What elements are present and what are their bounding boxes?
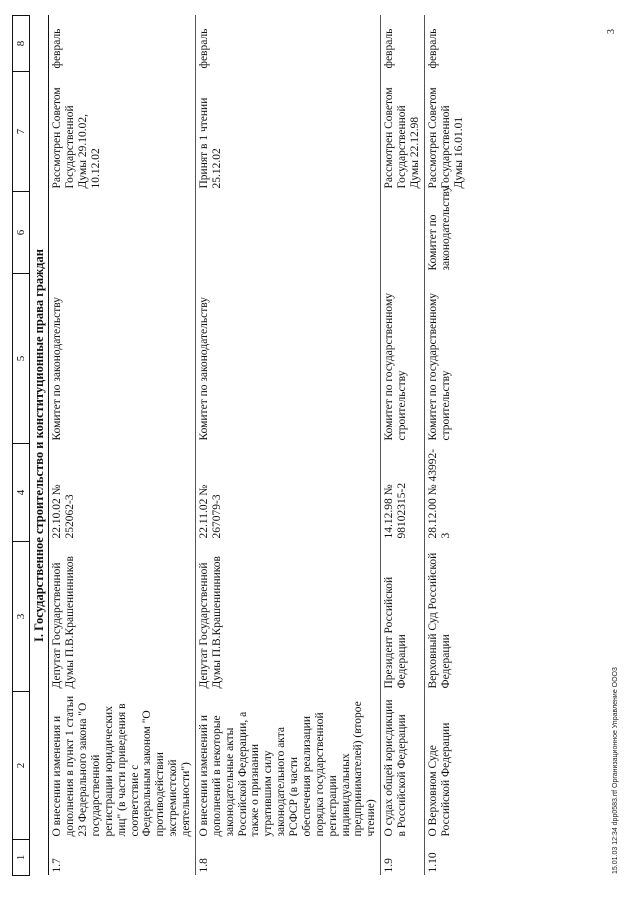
- bill-table: [12, 15, 467, 876]
- column-header: 6: [13, 192, 30, 274]
- page-number: 3: [606, 29, 617, 34]
- registration-info: 14.12.98 № 98102315-2: [381, 444, 425, 542]
- bill-title: О Верховном Суде Российской Федерации: [424, 692, 467, 840]
- column-header: 2: [13, 692, 30, 840]
- row-number: 1.9: [381, 840, 425, 876]
- bill-status: Рассмотрен Советом Государственной Думы 22.12.98: [381, 72, 425, 192]
- co-committee: [381, 192, 425, 274]
- planned-month: февраль: [424, 16, 467, 72]
- column-header: 8: [13, 16, 30, 72]
- responsible-committee: Комитет по государственному строительству: [424, 274, 467, 444]
- table-row: [49, 16, 196, 876]
- column-header: 4: [13, 444, 30, 542]
- section-title: I. Государственное строительство и конституционные права граждан: [30, 16, 49, 876]
- bill-title: О судах общей юрисдикции в Российской Федерации: [381, 692, 425, 840]
- registration-info: 22.11.02 № 267079-3: [195, 444, 380, 542]
- registration-info: 28.12.00 № 43992-3: [424, 444, 467, 542]
- responsible-committee: Комитет по законодательству: [51, 296, 64, 441]
- column-number-row: [13, 16, 30, 876]
- bill-title: О внесении изменений и дополнений в некоторые законодательные акты Российской Федерации, а также о признании утратившим силу законодательного акта РСФСР (в части обеспечения реализации порядка государственной регистрации индивидуальных предпринимателей) (второе чтение): [195, 692, 380, 840]
- table-row: [424, 16, 467, 876]
- responsible-committee: Комитет по государственному строительству: [381, 274, 425, 444]
- row-number: 1.10: [424, 840, 467, 876]
- planned-month: февраль: [381, 16, 425, 72]
- column-header: 1: [13, 840, 30, 876]
- planned-month: февраль: [195, 16, 380, 72]
- column-header: 5: [13, 274, 30, 444]
- column-header: 3: [13, 542, 30, 692]
- bill-author: Депутат Государственной Думы П.В.Крашенинников: [195, 542, 380, 692]
- co-committee: [49, 192, 196, 274]
- row-number: 1.8: [195, 840, 380, 876]
- planned-month: февраль: [51, 28, 64, 69]
- bill-status: Принят в 1 чтении 25.12.02: [195, 72, 380, 192]
- table-row: [195, 16, 380, 876]
- bill-author: Президент Российской Федерации: [381, 542, 425, 692]
- bill-author: Верховный Суд Российской Федерации: [424, 542, 467, 692]
- co-committee: Комитет по законодательству: [424, 192, 467, 274]
- row-number: 1.7: [51, 858, 64, 873]
- bill-title: О внесении изменения и дополнения в пункт 1 статьи 23 Федерального закона "О государственной регистрации юридических лиц" (в части приведения в соответствие с Федеральным законом "О противодействии экстремистской деятельности"): [51, 695, 193, 837]
- column-header: 7: [13, 72, 30, 192]
- bill-status: Рассмотрен Советом Государственной Думы 29.10.02, 10.12.02: [51, 87, 102, 189]
- bill-status: Рассмотрен Советом Государственной Думы 16.01.01: [424, 72, 467, 192]
- responsible-committee: Комитет по законодательству: [195, 274, 380, 444]
- co-committee: [195, 192, 380, 274]
- registration-info: 22.10.02 № 252062-3: [51, 484, 77, 539]
- document-footer: 15.01.03 12:34 dpp0583.rtf Организационное Управление ООО3: [612, 667, 619, 874]
- section-row: [30, 16, 49, 876]
- table-row: [381, 16, 425, 876]
- bill-author: Депутат Государственной Думы П.В.Крашенинников: [51, 556, 77, 689]
